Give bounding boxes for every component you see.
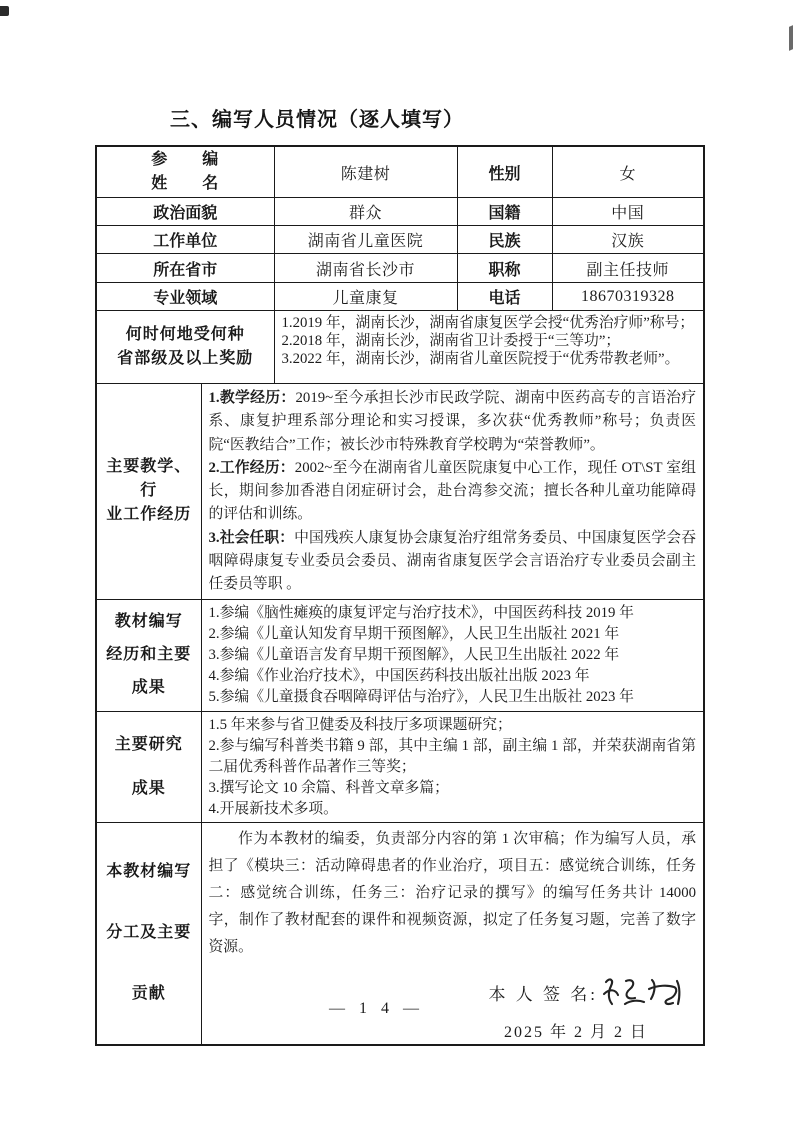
field-value-gender: 女 (552, 146, 704, 198)
field-value-nationality: 中国 (552, 198, 704, 226)
award-item: 3.2022 年，湖南长沙，湖南省儿童医院授于“优秀带教老师”。 (281, 351, 680, 368)
scan-artifact-top-left (0, 6, 9, 16)
table-row-specialty (96, 283, 704, 311)
field-value-awards (274, 311, 704, 384)
research-item: 1.5 年来参与省卫健委及科技厅多项课题研究； (208, 716, 512, 733)
field-label-job-title: 职称 (457, 254, 552, 283)
field-label-nationality: 国籍 (457, 198, 552, 226)
table-row-research (96, 711, 704, 822)
field-value-participant-name: 陈建树 (274, 146, 457, 198)
table-row-awards (96, 311, 704, 384)
field-value-teaching-experience (201, 384, 704, 600)
award-item: 1.2019 年，湖南长沙，湖南省康复医学会授“优秀治疗师”称号； (281, 315, 695, 331)
personnel-info-table (95, 145, 705, 1046)
table-row-textbook-experience (96, 599, 704, 711)
field-value-work-unit: 湖南省儿童医院 (274, 226, 457, 254)
field-value-textbook-experience (201, 599, 704, 711)
field-value-job-title: 副主任技师 (552, 254, 704, 283)
field-label-province-city: 所在省市 (96, 254, 274, 283)
field-label-contribution: 本教材编写 分工及主要 贡献 (96, 822, 201, 1045)
experience-item: 3.社会任职：中国残疾人康复协会康复治疗组常务委员、中国康复医学会吞咽障碍康复专业委员会委员、湖南省康复医学会言语治疗专业委员会副主任委员等职 。 (208, 529, 697, 593)
table-row-political (96, 198, 704, 226)
research-item: 3.撰写论文 10 余篇、科普文章多篇； (208, 779, 449, 796)
field-value-province-city: 湖南省长沙市 (274, 254, 457, 283)
table-row-province (96, 254, 704, 283)
signature-date: 2025 年 2 月 2 日 (504, 1023, 649, 1041)
field-label-work-unit: 工作单位 (96, 226, 274, 254)
table-row-workunit (96, 226, 704, 254)
field-value-research (201, 711, 704, 822)
field-label-participant-name: 参 编 姓 名 (96, 146, 274, 198)
field-value-specialty: 儿童康复 (274, 283, 457, 311)
textbook-item: 3.参编《儿童语言发育早期干预图解》，人民卫生出版社 2022 年 (208, 647, 620, 664)
table-row-teaching-experience (96, 384, 704, 600)
signature-label: 本 人 签 名: (488, 984, 599, 1004)
field-value-ethnicity: 汉族 (552, 226, 704, 254)
field-label-teaching-experience: 主要教学、行 业工作经历 (96, 384, 201, 600)
textbook-item: 5.参编《儿童摄食吞咽障碍评估与治疗》，人民卫生出版社 2023 年 (208, 689, 634, 706)
textbook-item: 4.参编《作业治疗技术》，中国医药科技出版社出版 2023 年 (208, 668, 590, 685)
contribution-paragraph: 作为本教材的编委，负责部分内容的第 1 次审稿；作为编写人员，承担了《模块三：活动障碍患者的作业治疗，项目五：感觉统合训练，任务二：感觉统合训练，任务三：治疗记录的撰写》的编写任务共计 14000 字，制作了教材配套的课件和视频资源，拟定了任务复习题，完善了数字资源。 (208, 830, 697, 955)
table-row-name (96, 146, 704, 198)
research-item: 4.开展新技术多项。 (208, 800, 338, 817)
textbook-item: 1.参编《脑性瘫痪的康复评定与治疗技术》，中国医药科技 2019 年 (208, 604, 634, 621)
page-title: 三、编写人员情况（逐人填写） (170, 109, 464, 131)
field-label-gender: 性别 (457, 146, 552, 198)
field-label-research: 主要研究 成果 (96, 711, 201, 822)
field-label-political-status: 政治面貌 (96, 198, 274, 226)
research-item: 2.参与编写科普类书籍 9 部，其中主编 1 部，副主编 1 部，并荣获湖南省第二届优秀科普作品著作三等奖； (208, 737, 697, 775)
page-number: — 1 4 — (329, 1000, 424, 1017)
experience-item: 2.工作经历：2002~至今在湖南省儿童医院康复中心工作，现任 OT\ST 室组长，期间参加香港自闭症研讨会，赴台湾参交流；擅长各种儿童功能障碍的评估和训练。 (208, 459, 697, 523)
scan-artifact-right-edge (789, 25, 793, 51)
field-label-textbook-experience: 教材编写 经历和主要 成果 (96, 599, 201, 711)
experience-item: 1.教学经历：2019~至今承担长沙市民政学院、湖南中医药高专的言语治疗系、康复护理系部分理论和实习授课，多次获“优秀教师”称号；负责医院“医教结合”工作；被长沙市特殊教育学校聘为“荣誉教师”。 (208, 390, 697, 453)
textbook-item: 2.参编《儿童认知发育早期干预图解》，人民卫生出版社 2021 年 (208, 625, 620, 642)
field-label-specialty: 专业领域 (96, 283, 274, 311)
field-value-phone: 18670319328 (552, 283, 704, 311)
field-label-awards: 何时何地受何种 省部级及以上奖励 (96, 311, 274, 384)
field-label-ethnicity: 民族 (457, 226, 552, 254)
field-label-phone: 电话 (457, 283, 552, 311)
award-item: 2.2018 年，湖南长沙，湖南省卫计委授于“三等功”； (281, 333, 621, 350)
field-value-political-status: 群众 (274, 198, 457, 226)
